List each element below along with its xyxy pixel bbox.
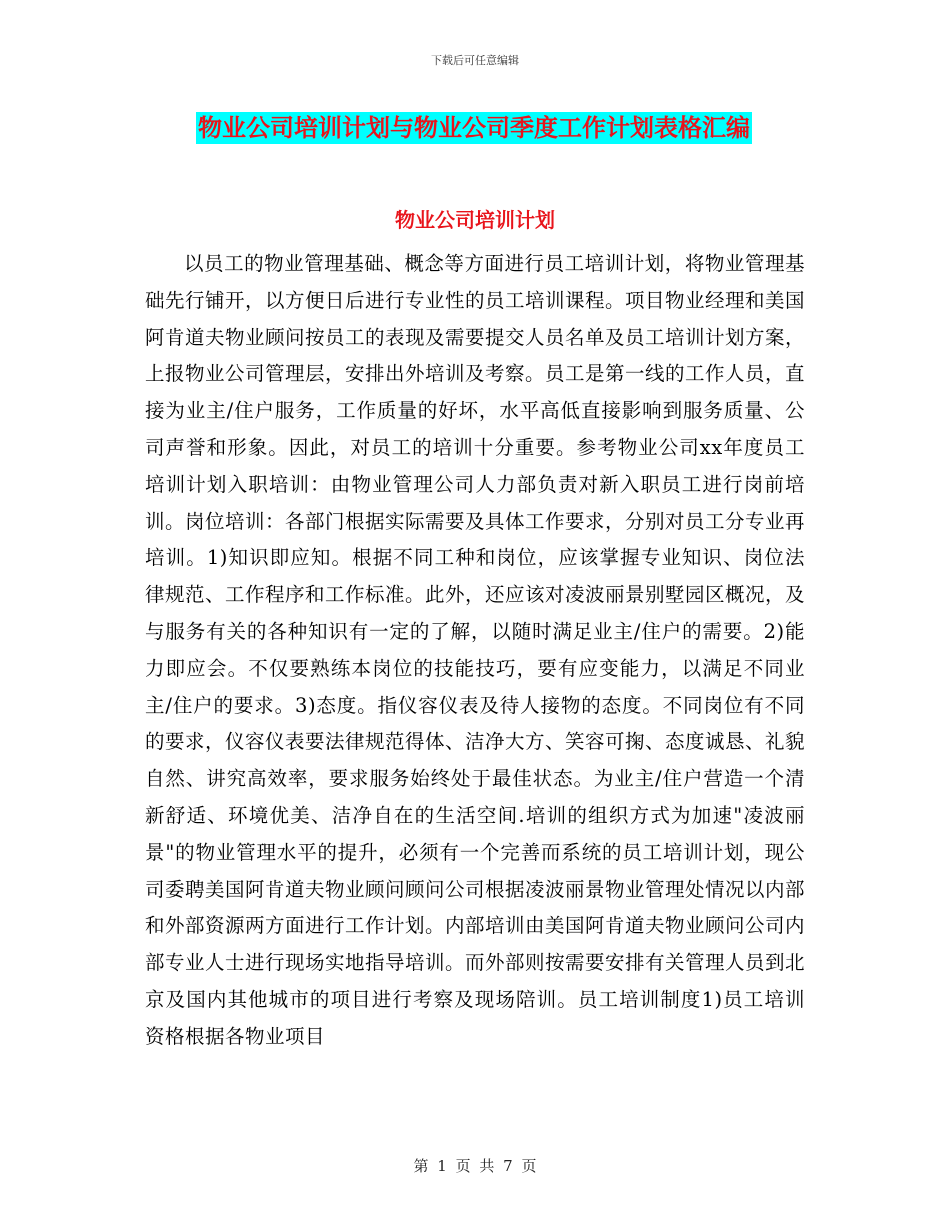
- document-title-highlight: [196, 112, 752, 144]
- page-header-note: 下载后可任意编辑: [431, 54, 519, 67]
- body-paragraph: 以员工的物业管理基础、概念等方面进行员工培训计划，将物业管理基础先行铺开，以方便日后进行专业性的员工培训课程。项目物业经理和美国阿肯道夫物业顾问按员工的表现及需要提交人员名单及员工培训计划方案，上报物业公司管理层，安排出外培训及考察。员工是第一线的工作人员，直接为业主/住户服务，工作质量的好坏，水平高低直接影响到服务质量、公司声誉和形象。因此，对员工的培训十分重要。参考物业公司xx年度员工培训计划入职培训：由物业管理公司人力部负责对新入职员工进行岗前培训。岗位培训：各部门根据实际需要及具体工作要求，分别对员工分专业再培训。1)知识即应知。根据不同工种和岗位，应该掌握专业知识、岗位法律规范、工作程序和工作标准。此外，还应该对凌波丽景别墅园区概况，及与服务有关的各种知识有一定的了解，以随时满足业主/住户的需要。2)能力即应会。不仅要熟练本岗位的技能技巧，要有应变能力，以满足不同业主/住户的要求。3)态度。指仪容仪表及待人接物的态度。不同岗位有不同的要求，仪容仪表要法律规范得体、洁净大方、笑容可掬、态度诚恳、礼貌自然、讲究高效率，要求服务始终处于最佳状态。为业主/住户营造一个清新舒适、环境优美、洁净自在的生活空间.培训的组织方式为加速"凌波丽景"的物业管理水平的提升，必须有一个完善而系统的员工培训计划，现公司委聘美国阿肯道夫物业顾问顾问公司根据凌波丽景物业管理处情况以内部和外部资源两方面进行工作计划。内部培训由美国阿肯道夫物业顾问公司内部专业人士进行现场实地指导培训。而外部则按需要安排有关管理人员到北京及国内其他城市的项目进行考察及现场陪训。员工培训制度1)员工培训资格根据各物业项目: [145, 252, 806, 1048]
- page-number-footer: 第 1 页 共 7 页: [413, 1157, 537, 1175]
- section-title: 物业公司培训计划: [395, 208, 555, 232]
- document-title: 物业公司培训计划与物业公司季度工作计划表格汇编: [198, 114, 750, 142]
